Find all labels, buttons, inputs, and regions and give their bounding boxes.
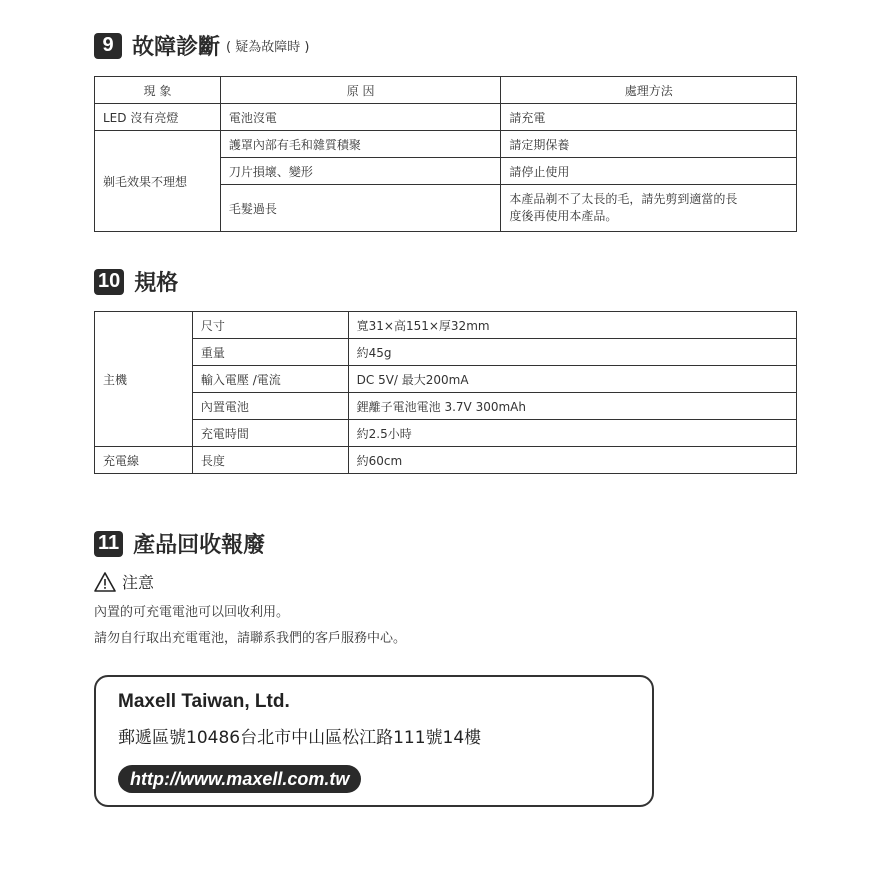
spec-value: 約2.5小時 [348, 420, 796, 447]
contact-box [94, 675, 654, 807]
specifications-table [94, 311, 797, 474]
symptom-cell: 剃毛效果不理想 [95, 131, 221, 232]
solution-cell [501, 185, 797, 232]
spec-item: 長度 [192, 447, 348, 474]
solution-cell: 請充電 [501, 104, 797, 131]
group-label: 充電線 [95, 447, 193, 474]
section-number-badge: 11 [94, 531, 123, 557]
cause-cell: 電池沒電 [220, 104, 501, 131]
note-heading [94, 570, 154, 593]
spec-item: 尺寸 [192, 312, 348, 339]
header-cause: 原 因 [220, 77, 501, 104]
table-row [95, 366, 797, 393]
section-number-badge: 10 [94, 269, 124, 295]
header-symptom: 現 象 [95, 77, 221, 104]
spec-value: 約45g [348, 339, 796, 366]
table-header-row [95, 77, 797, 104]
solution-line: 本產品剃不了太長的毛，請先剪到適當的長 [509, 192, 738, 206]
header-solution: 處理方法 [501, 77, 797, 104]
symptom-cell: LED 沒有亮燈 [95, 104, 221, 131]
cause-cell: 刀片損壞、變形 [220, 158, 501, 185]
section-subtitle: ( 疑為故障時 ) [226, 40, 310, 55]
solution-cell: 請定期保養 [501, 131, 797, 158]
section-10-header [94, 266, 178, 297]
website-url: http://www.maxell.com.tw [130, 768, 350, 789]
spec-value: 約60cm [348, 447, 796, 474]
cause-cell: 毛髮過長 [220, 185, 501, 232]
table-row [95, 104, 797, 131]
spec-item: 重量 [192, 339, 348, 366]
table-row [95, 420, 797, 447]
note-line: 內置的可充電電池可以回收利用。 [94, 605, 290, 620]
spec-value: 鋰離子電池電池 3.7V 300mAh [348, 393, 796, 420]
warning-triangle-icon [94, 572, 116, 592]
spec-item: 輸入電壓 /電流 [192, 366, 348, 393]
spec-item: 內置電池 [192, 393, 348, 420]
solution-line: 度後再使用本產品。 [509, 209, 618, 223]
table-row [95, 393, 797, 420]
section-title: 產品回收報廢 [133, 533, 266, 558]
section-11-header [94, 528, 265, 559]
table-row [95, 131, 797, 158]
spec-value: DC 5V/ 最大200mA [348, 366, 796, 393]
note-line: 請勿自行取出充電電池，請聯系我們的客戶服務中心。 [94, 631, 407, 646]
website-link[interactable] [118, 765, 361, 793]
company-name: Maxell Taiwan, Ltd. [118, 691, 290, 712]
section-title: 故障診斷 [132, 35, 221, 60]
section-9-header [94, 30, 309, 61]
note-title: 注意 [122, 573, 155, 592]
troubleshooting-table [94, 76, 797, 232]
section-number-badge: 9 [94, 33, 122, 59]
spec-value: 寬31×高151×厚32mm [348, 312, 796, 339]
company-address: 郵遞區號10486台北市中山區松江路111號14樓 [118, 728, 482, 748]
cause-cell: 護罩內部有毛和雜質積聚 [220, 131, 501, 158]
table-row [95, 312, 797, 339]
section-title: 規格 [134, 271, 179, 296]
group-label: 主機 [95, 312, 193, 447]
table-row [95, 447, 797, 474]
table-row [95, 339, 797, 366]
solution-cell: 請停止使用 [501, 158, 797, 185]
spec-item: 充電時間 [192, 420, 348, 447]
